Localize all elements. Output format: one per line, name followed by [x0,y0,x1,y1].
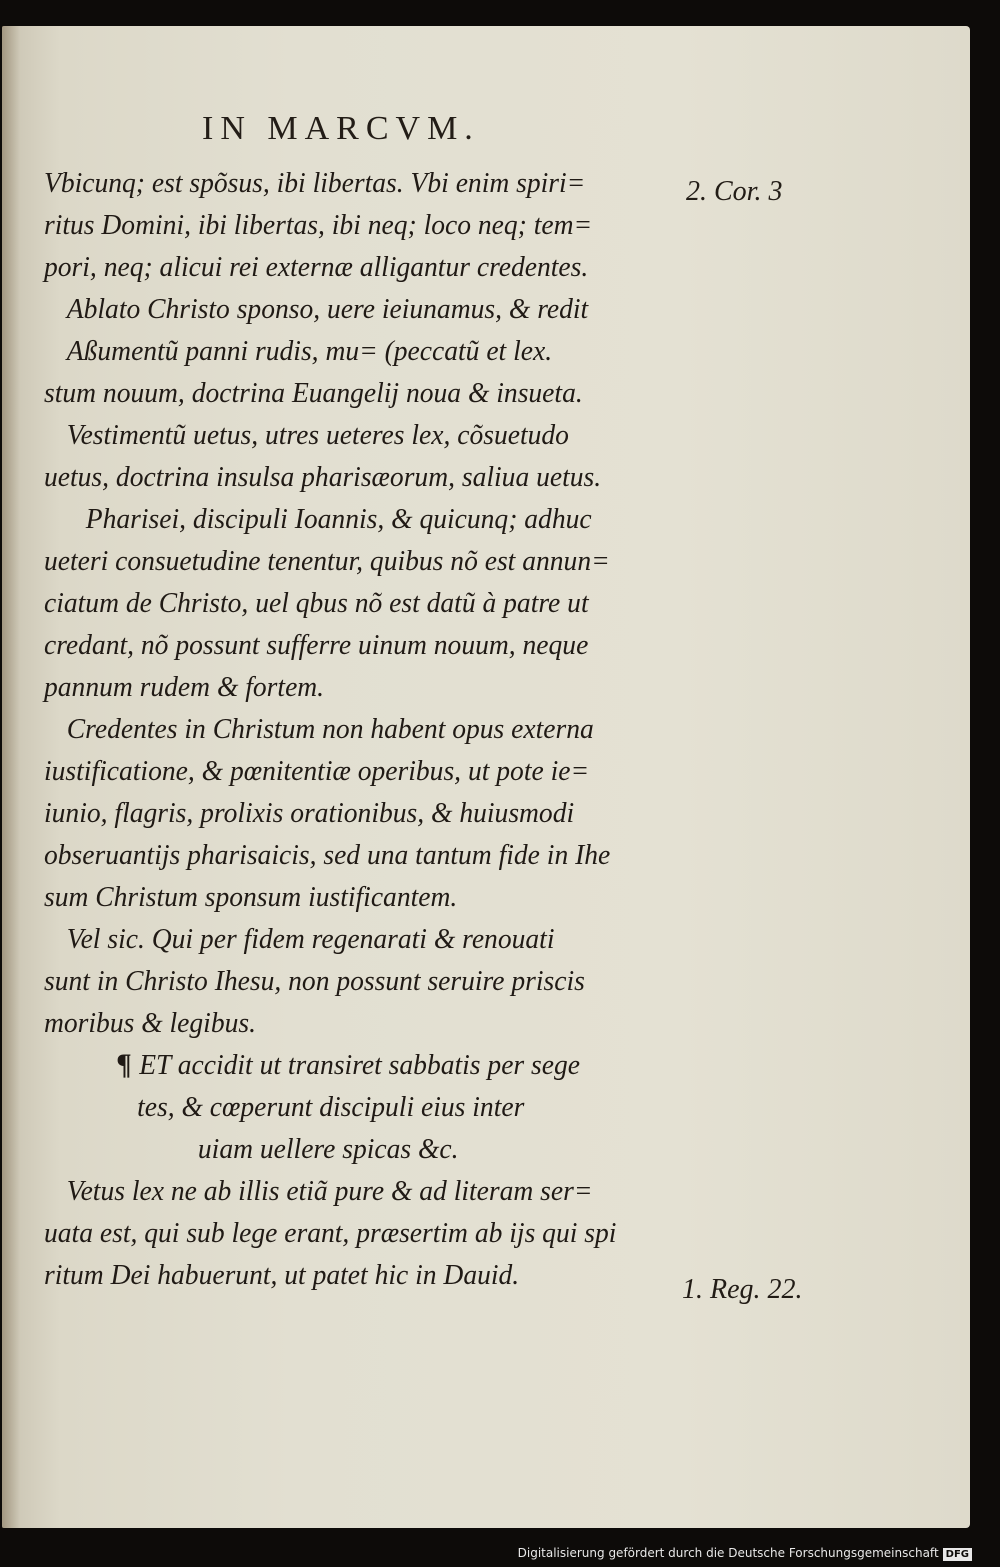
text-line: pannum rudem & fortem. [44,671,325,703]
scripture-line: uiam uellere spicas &c. [197,1133,459,1165]
text-line: ritus Domini, ibi libertas, ibi neq; loco neq; tem= [44,209,593,241]
text-line: Vetus lex ne ab illis etiã pure & ad literam ser= [66,1175,593,1207]
text-line: Vel sic. Qui per fidem regenarati & renouati [66,923,555,955]
text-line: moribus & legibus. [44,1007,256,1039]
text-line: Vestimentũ uetus, utres ueteres lex, cõsuetudo [66,419,569,451]
text-line: iustificatione, & pœnitentiæ operibus, ut pote ie= [44,755,590,787]
text-line: ritum Dei habuerunt, ut patet hic in Dauid. [44,1259,520,1291]
text-line: Ablato Christo sponso, uere ieiunamus, & redit [66,293,589,325]
text-line: ciatum de Christo, uel qbus nõ est datũ à patre ut [44,587,589,619]
text-line: uetus, doctrina insulsa pharisæorum, saliua uetus. [44,461,602,493]
pilcrow-mark: ¶ [116,1048,132,1081]
book-page [2,26,970,1528]
scripture-line [44,1044,652,1086]
text-line: sunt in Christo Ihesu, non possunt seruire priscis [44,965,585,997]
scripture-text: ET accidit ut transiret sabbatis per sege [139,1049,580,1081]
text-line: iunio, flagris, prolixis orationibus, & huiusmodi [44,797,575,829]
text-line: ueteri consuetudine tenentur, quibus nõ est annun= [44,545,610,577]
body-text [44,162,652,1296]
margin-note: 1. Reg. 22. [682,1274,803,1305]
text-line: Pharisei, discipuli Ioannis, & quicunq; adhuc [85,503,592,535]
text-line: obseruantijs pharisaicis, sed una tantum fide in Ihe [44,839,611,871]
running-head: IN MARCVM. [202,110,480,147]
text-line: uata est, qui sub lege erant, præsertim ab ijs qui spi [44,1217,617,1249]
text-line: Aßumentũ panni rudis, mu= (peccatũ et lex. [66,335,553,367]
text-line: sum Christum sponsum iustificantem. [44,881,458,913]
text-line: credant, nõ possunt sufferre uinum nouum, neque [44,629,589,661]
text-line: stum nouum, doctrina Euangelij noua & insueta. [44,377,583,409]
credit-text: Digitalisierung gefördert durch die Deutsche Forschungsgemeinschaft [517,1546,939,1560]
scripture-line: tes, & cœperunt discipuli eius inter [137,1091,525,1123]
digitization-credit [518,1546,972,1561]
text-line: Vbicunq; est spõsus, ibi libertas. Vbi enim spiri= [44,167,586,199]
text-line: pori, neq; alicui rei externæ alligantur credentes. [44,251,589,283]
text-line: Credentes in Christum non habent opus externa [66,713,594,745]
dfg-logo: DFG [943,1548,972,1561]
margin-note: 2. Cor. 3 [686,176,783,207]
